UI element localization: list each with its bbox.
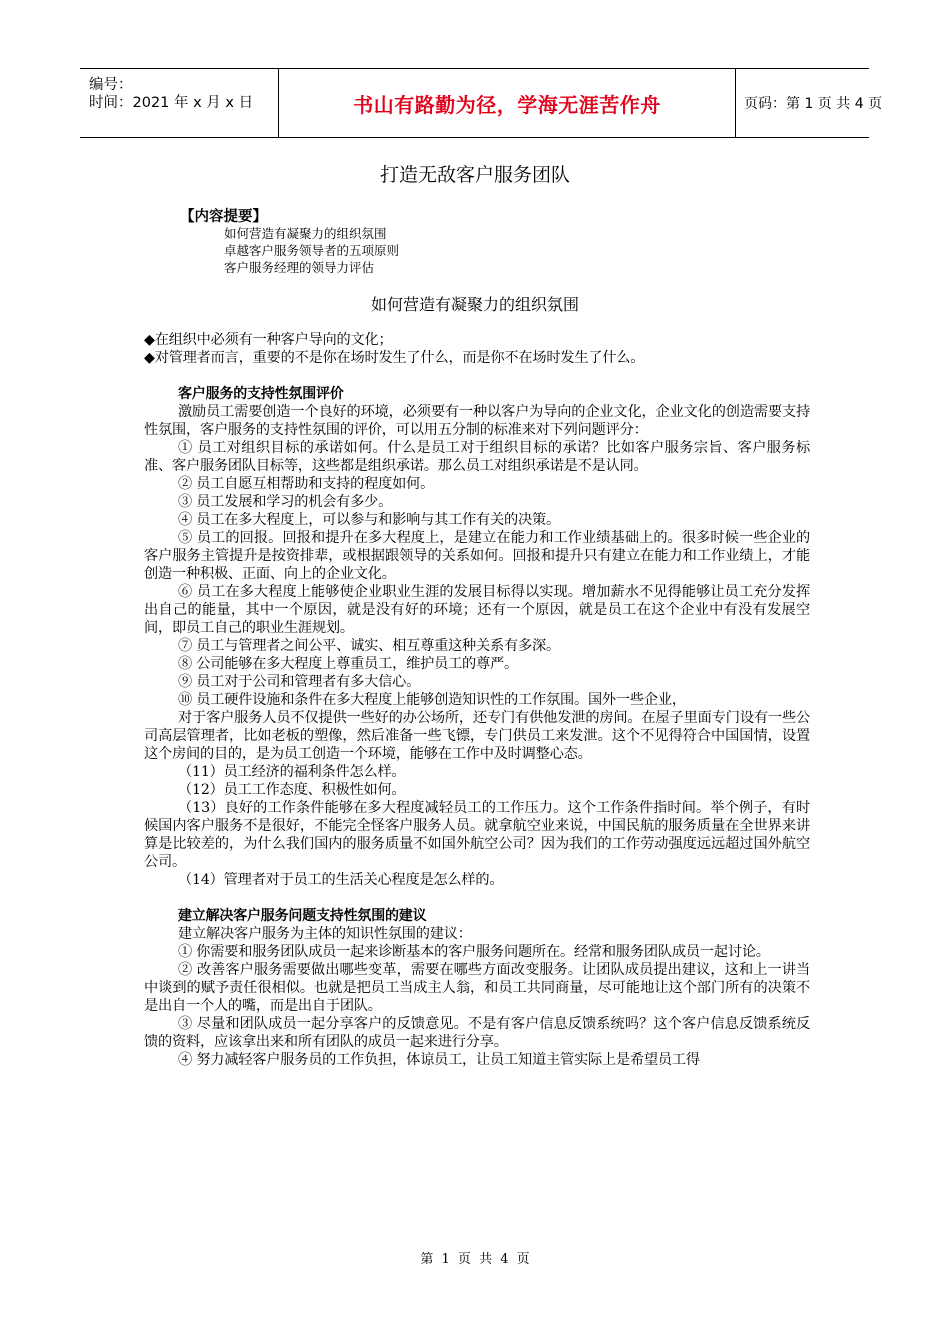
- section-title: 如何营造有凝聚力的组织氛围: [370, 295, 579, 314]
- doc-number-label: 编号：: [89, 77, 133, 93]
- body-paragraph: ⑦ 员工与管理者之间公平、诚实、相互尊重这种关系有多深。: [178, 638, 560, 654]
- body-paragraph: （13）良好的工作条件能够在多大程度减轻员工的工作压力。这个工作条件指时间。举个例子，有时候国内客户服务不是很好，不能完全怪客户服务人员。就拿航空业来说，中国民航的服务质量在全世界来讲算是比较差的，为什么我们国内的服务质量不如国外航空公司？因为我们的工作劳动强度远远超过国外航空公司。: [144, 800, 810, 870]
- body-paragraph: ⑩ 员工硬件设施和条件在多大程度上能够创造知识性的工作氛围。国外一些企业，: [178, 692, 686, 708]
- summary-heading: 【内容提要】: [180, 209, 267, 225]
- bullet-line: ◆对管理者而言，重要的不是你在场时发生了什么，而是你不在场时发生了什么。: [144, 350, 645, 366]
- body-paragraph: ③ 员工发展和学习的机会有多少。: [178, 494, 393, 510]
- body-paragraph: （11）员工经济的福利条件怎么样。: [178, 764, 406, 780]
- body-paragraph: 激励员工需要创造一个良好的环境，必须要有一种以客户为导向的企业文化，企业文化的创造需要支持性氛围，客户服务的支持性氛围的评价，可以用五分制的标准来对下列问题评分：: [144, 404, 810, 438]
- summary-item: 客户服务经理的领导力评估: [224, 260, 375, 275]
- footer-total-pages: 4: [500, 1252, 509, 1267]
- doc-time-label: 时间：2021 年 x 月 x 日: [89, 95, 254, 111]
- footer-text: 第: [420, 1252, 434, 1267]
- summary-item: 如何营造有凝聚力的组织氛围: [224, 226, 387, 241]
- body-paragraph: ⑥ 员工在多大程度上能够使企业职业生涯的发展目标得以实现。增加薪水不见得能够让员工充分发挥出自己的能量，其中一个原因，就是没有好的环境；还有一个原因，就是员工在这个企业中有没有发展空间，即员工自己的职业生涯规划。: [144, 584, 810, 636]
- body-paragraph: ② 改善客户服务需要做出哪些变革，需要在哪些方面改变服务。让团队成员提出建议，这和上一讲当中谈到的赋予责任很相似。也就是把员工当成主人翁，和员工共同商量，尽可能地让这个部门所有的决策不是出自一个人的嘴，而是出自于团队。: [144, 962, 810, 1014]
- page-header: [80, 68, 883, 138]
- subsection-heading: 建立解决客户服务问题支持性氛围的建议: [178, 908, 427, 924]
- body-paragraph: （12）员工工作态度、积极性如何。: [178, 782, 406, 798]
- body-paragraph: （14）管理者对于员工的生活关心程度是怎么样的。: [178, 872, 504, 888]
- document-title: 打造无敌客户服务团队: [379, 164, 570, 186]
- summary-item: 卓越客户服务领导者的五项原则: [224, 243, 400, 258]
- subsection-heading: 客户服务的支持性氛围评价: [178, 386, 344, 402]
- bullet-line: ◆在组织中必须有一种客户导向的文化；: [144, 332, 393, 348]
- body-paragraph: ⑨ 员工对于公司和管理者有多大信心。: [178, 674, 421, 690]
- page-footer: [0, 1248, 950, 1267]
- body-paragraph: 建立解决客户服务为主体的知识性氛围的建议：: [178, 926, 472, 942]
- footer-text: 共: [479, 1252, 493, 1267]
- header-motto-cell: [278, 69, 736, 137]
- spacer: [144, 367, 810, 385]
- body-paragraph: ① 你需要和服务团队成员一起来诊断基本的客户服务问题所在。经常和服务团队成员一起讨论。: [178, 944, 770, 960]
- header-motto: 书山有路勤为径，学海无涯苦作舟: [353, 92, 661, 117]
- spacer: [144, 889, 810, 907]
- body-paragraph: ⑧ 公司能够在多大程度上尊重员工，维护员工的尊严。: [178, 656, 519, 672]
- header-page-code: 页码：第 1 页 共 4 页: [744, 96, 883, 112]
- body-paragraph: ① 员工对组织目标的承诺如何。什么是员工对于组织目标的承诺？比如客户服务宗旨、客户服务标准、客户服务团队目标等，这些都是组织承诺。那么员工对组织承诺是不是认同。: [144, 440, 810, 474]
- body-paragraph: ④ 努力减轻客户服务员的工作负担，体谅员工，让员工知道主管实际上是希望员工得: [178, 1052, 700, 1068]
- header-left-cell: [80, 69, 278, 137]
- document-body: [144, 331, 810, 1069]
- body-paragraph: ④ 员工在多大程度上，可以参与和影响与其工作有关的决策。: [178, 512, 560, 528]
- footer-text: 页: [516, 1252, 530, 1267]
- footer-text: 页: [457, 1252, 471, 1267]
- body-paragraph: 对于客户服务人员不仅提供一些好的办公场所，还专门有供他发泄的房间。在屋子里面专门设有一些公司高层管理者，比如老板的塑像，然后准备一些飞镖，专门供员工来发泄。这个不见得符合中国国情，设置这个房间的目的，是为员工创造一个环境，能够在工作中及时调整心态。: [144, 710, 810, 762]
- body-paragraph: ② 员工自愿互相帮助和支持的程度如何。: [178, 476, 435, 492]
- footer-page-number: 1: [441, 1252, 450, 1267]
- body-paragraph: ⑤ 员工的回报。回报和提升在多大程度上，是建立在能力和工作业绩基础上的。很多时候一些企业的客户服务主管提升是按资排辈，或根据跟领导的关系如何。回报和提升只有建立在能力和工作业绩上，才能创造一种积极、正面、向上的企业文化。: [144, 530, 810, 582]
- body-paragraph: ③ 尽量和团队成员一起分享客户的反馈意见。不是有客户信息反馈系统吗？这个客户信息反馈系统反馈的资料，应该拿出来和所有团队的成员一起来进行分享。: [144, 1016, 810, 1050]
